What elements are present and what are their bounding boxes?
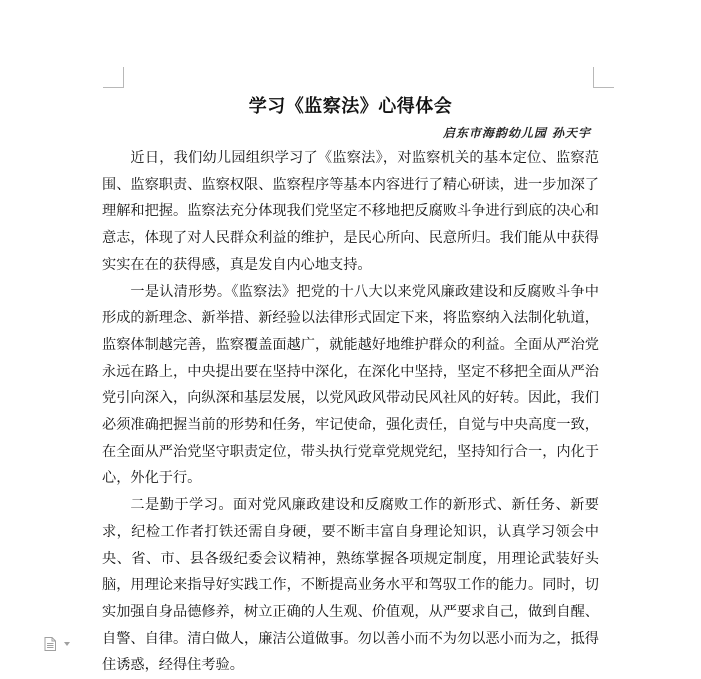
paragraph: 二是勤于学习。面对党风廉政建设和反腐败工作的新形式、新任务、新要求，纪检工作者打铁还需自身硬，要不断丰富自身理论知识，认真学习领会中央、省、市、县各级纪委会议精神，熟练掌握各项规定制度，用理论武装好头脑，用理论来指导好实践工作，不断提高业务水平和驾驭工作的能力。同时，切实加强自身品德修养，树立正确的人生观、价值观，从严要求自己，做到自醒、自警、自律。清白做人，廉洁公道做事。勿以善小而不为勿以恶小而为之，抵得住诱惑，经得住考验。 (102, 497, 599, 674)
crop-mark-top-right (593, 67, 614, 88)
paragraph: 近日，我们幼儿园组织学习了《监察法》，对监察机关的基本定位、监察范围、监察职责、监察权限、监察程序等基本内容进行了精心研读，进一步加深了理解和把握。监察法充分体现我们党坚定不移地把反腐败斗争进行到底的决心和意志，体现了对人民群众利益的维护，是民心所向、民意所归。我们能从中获得实实在在的获得感，真是发自内心地支持。 (102, 150, 599, 273)
chevron-down-icon[interactable] (64, 642, 70, 646)
document-icon[interactable] (44, 637, 56, 651)
document-title: 学习《监察法》心得体会 (248, 96, 453, 117)
crop-mark-top-left (103, 67, 124, 88)
document-body (102, 145, 599, 679)
paragraph: 一是认清形势。《监察法》把党的十八大以来党风廉政建设和反腐败斗争中形成的新理念、新举措、新经验以法律形式固定下来，将监察纳入法制化轨道，监察体制越完善，监察覆盖面越广，就能越好地维护群众的利益。全面从严治党永远在路上，中央提出要在坚持中深化，在深化中坚持，坚定不移把全面从严治党引向深入，向纵深和基层发展，以党风政风带动民风社风的好转。因此，我们必须准确把握当前的形势和任务，牢记使命，强化责任，自觉与中央高度一致，在全面从严治党坚守职责定位，带头执行党章党规党纪，坚持知行合一，内化于心，外化于行。 (102, 283, 599, 487)
author-line: 启东市海韵幼儿园 孙天宇 (442, 126, 591, 140)
